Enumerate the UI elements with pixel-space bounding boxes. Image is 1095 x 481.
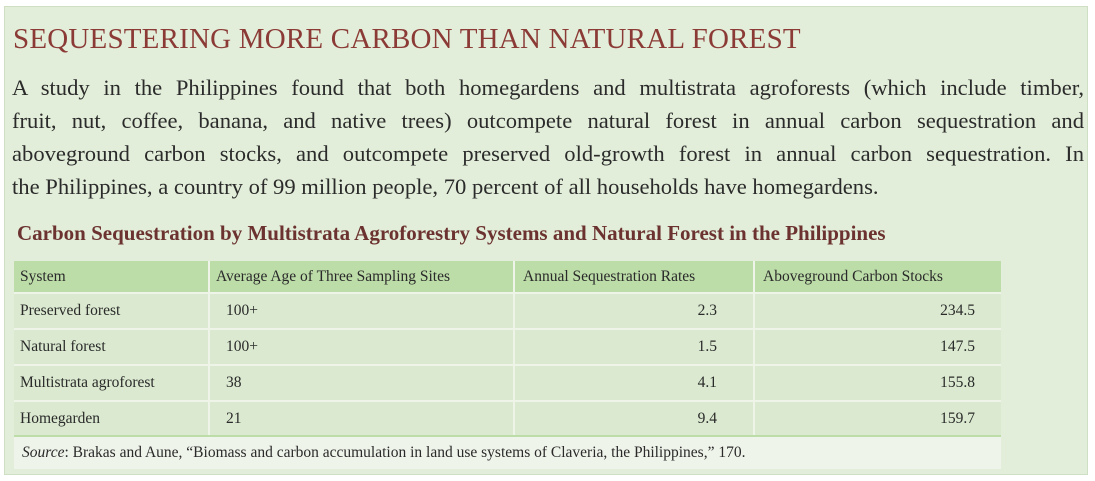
column-header-system: System	[20, 267, 66, 285]
cell-age: 21	[208, 402, 513, 436]
sidebar-panel	[4, 6, 1088, 475]
source-note	[14, 435, 1001, 469]
cell-sequestration: 2.3	[513, 294, 753, 328]
cell-age: 100+	[208, 330, 513, 364]
cell-system: Natural forest	[20, 338, 106, 355]
panel-heading: SEQUESTERING MORE CARBON THAN NATURAL FOREST	[13, 23, 801, 55]
table-row	[14, 294, 1001, 330]
column-header-carbon-stocks: Aboveground Carbon Stocks	[753, 261, 1001, 292]
cell-age: 38	[208, 366, 513, 400]
column-header-sequestration: Annual Sequestration Rates	[513, 261, 753, 292]
table-row	[14, 402, 1001, 438]
body-line: A study in the Philippines found that both homegardens and multistrata agroforests (which include timber,	[12, 75, 1084, 100]
column-header-age: Average Age of Three Sampling Sites	[208, 261, 513, 292]
source-text: : Brakas and Aune, “Biomass and carbon accumulation in land use systems of Claveria, the Philippines,” 170.	[64, 444, 746, 461]
cell-sequestration: 9.4	[513, 402, 753, 436]
cell-sequestration: 4.1	[513, 366, 753, 400]
cell-carbon-stocks: 159.7	[753, 402, 1001, 436]
cell-carbon-stocks: 147.5	[753, 330, 1001, 364]
cell-system: Multistrata agroforest	[20, 374, 155, 391]
body-line: the Philippines, a country of 99 million people, 70 percent of all households have homegardens.	[12, 174, 879, 199]
table-row	[14, 366, 1001, 402]
cell-carbon-stocks: 155.8	[753, 366, 1001, 400]
body-paragraph	[12, 71, 1084, 203]
body-line: fruit, nut, coffee, banana, and native trees) outcompete natural forest in annual carbon sequestration and	[12, 108, 1084, 133]
cell-carbon-stocks: 234.5	[753, 294, 1001, 328]
body-line: aboveground carbon stocks, and outcompete preserved old-growth forest in annual carbon sequestration. In	[12, 141, 1084, 166]
table-row	[14, 330, 1001, 366]
cell-system: Homegarden	[20, 410, 101, 427]
table-title: Carbon Sequestration by Multistrata Agroforestry Systems and Natural Forest in the Philippines	[17, 221, 886, 245]
cell-sequestration: 1.5	[513, 330, 753, 364]
data-table	[14, 261, 1001, 438]
table-header-row	[14, 261, 1001, 294]
cell-age: 100+	[208, 294, 513, 328]
source-label: Source	[22, 444, 65, 461]
cell-system: Preserved forest	[20, 302, 121, 319]
